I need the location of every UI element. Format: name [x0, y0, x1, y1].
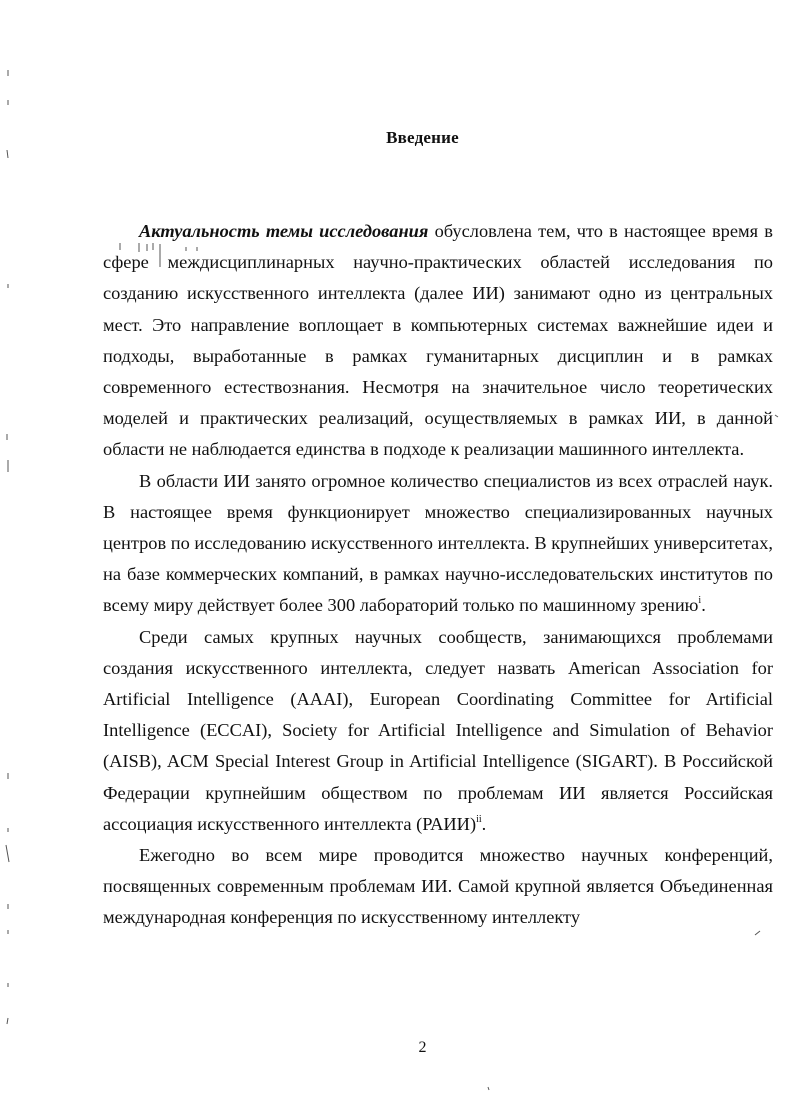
footnote-marker-1: i: [698, 595, 702, 607]
scan-speck: [7, 1018, 8, 1024]
paragraph-1-text: обусловлена тем, что в настоящее время в сфере междисциплинарных научно-практических областей исследования по созданию искусственного интеллекта (далее ИИ) занимают одно из центральных мест. Это направление воплощает в компьютерных системах важнейшие идеи и подходы, выработанные в рамках гуманитарных дисциплин и в рамках современного естествознания. Несмотря на значительное число теоретических моделей и практических реализаций, осуществляемых в рамках ИИ, в данной области не наблюдается единства в подходе к реализации машинного интеллекта.: [103, 221, 773, 460]
paragraph-3-end: .: [481, 813, 487, 834]
paragraph-2-text: В области ИИ занято огромное количество специалистов из всех отраслей наук. В настоящее время функционирует множество специализированных научных центров по исследованию искусственного интеллекта. В крупнейших университетах, на базе коммерческих компаний, в рамках научно-исследовательских институтов по всему миру действует более 300 лабораторий только по машинному зрению: [103, 470, 773, 616]
scan-speck: [775, 415, 778, 417]
scan-speck: [488, 1087, 489, 1090]
paragraph-3-text: Среди самых крупных научных сообществ, занимающихся проблемами создания искусственного интеллекта, следует назвать American Association for Artificial Intelligence (AAAI), European Coordinating Committee for Artificial Intelligence (ECCAI), Society for Artificial Intelligence and Simulation of Behavior (AISB), ACM Special Interest Group in Artificial Intelligence (SIGART). В Российской Федерации крупнейшим обществом по проблемам ИИ является Российская ассоциация искусственного интеллекта (РАИИ): [103, 626, 773, 834]
page-title: Введение: [386, 128, 459, 147]
paragraph-1: [103, 216, 773, 466]
paragraph-2: [103, 466, 773, 622]
paragraph-2-end: .: [701, 595, 706, 616]
footnote-marker-2: ii: [476, 813, 482, 825]
paragraph-4-text: Ежегодно во всем мире проводится множество научных конференций, посвященных современным проблемам ИИ. Самой крупной является Объединенная международная конференция по искусственному интеллекту: [103, 845, 773, 928]
paragraph-1-lead: Актуальность темы исследования: [139, 221, 429, 241]
document-body: [103, 216, 773, 934]
page-number: 2: [418, 1039, 427, 1056]
paragraph-4: [103, 840, 773, 934]
paragraph-3: [103, 622, 773, 840]
scan-speck: [7, 150, 8, 158]
scan-speck: [6, 845, 9, 862]
